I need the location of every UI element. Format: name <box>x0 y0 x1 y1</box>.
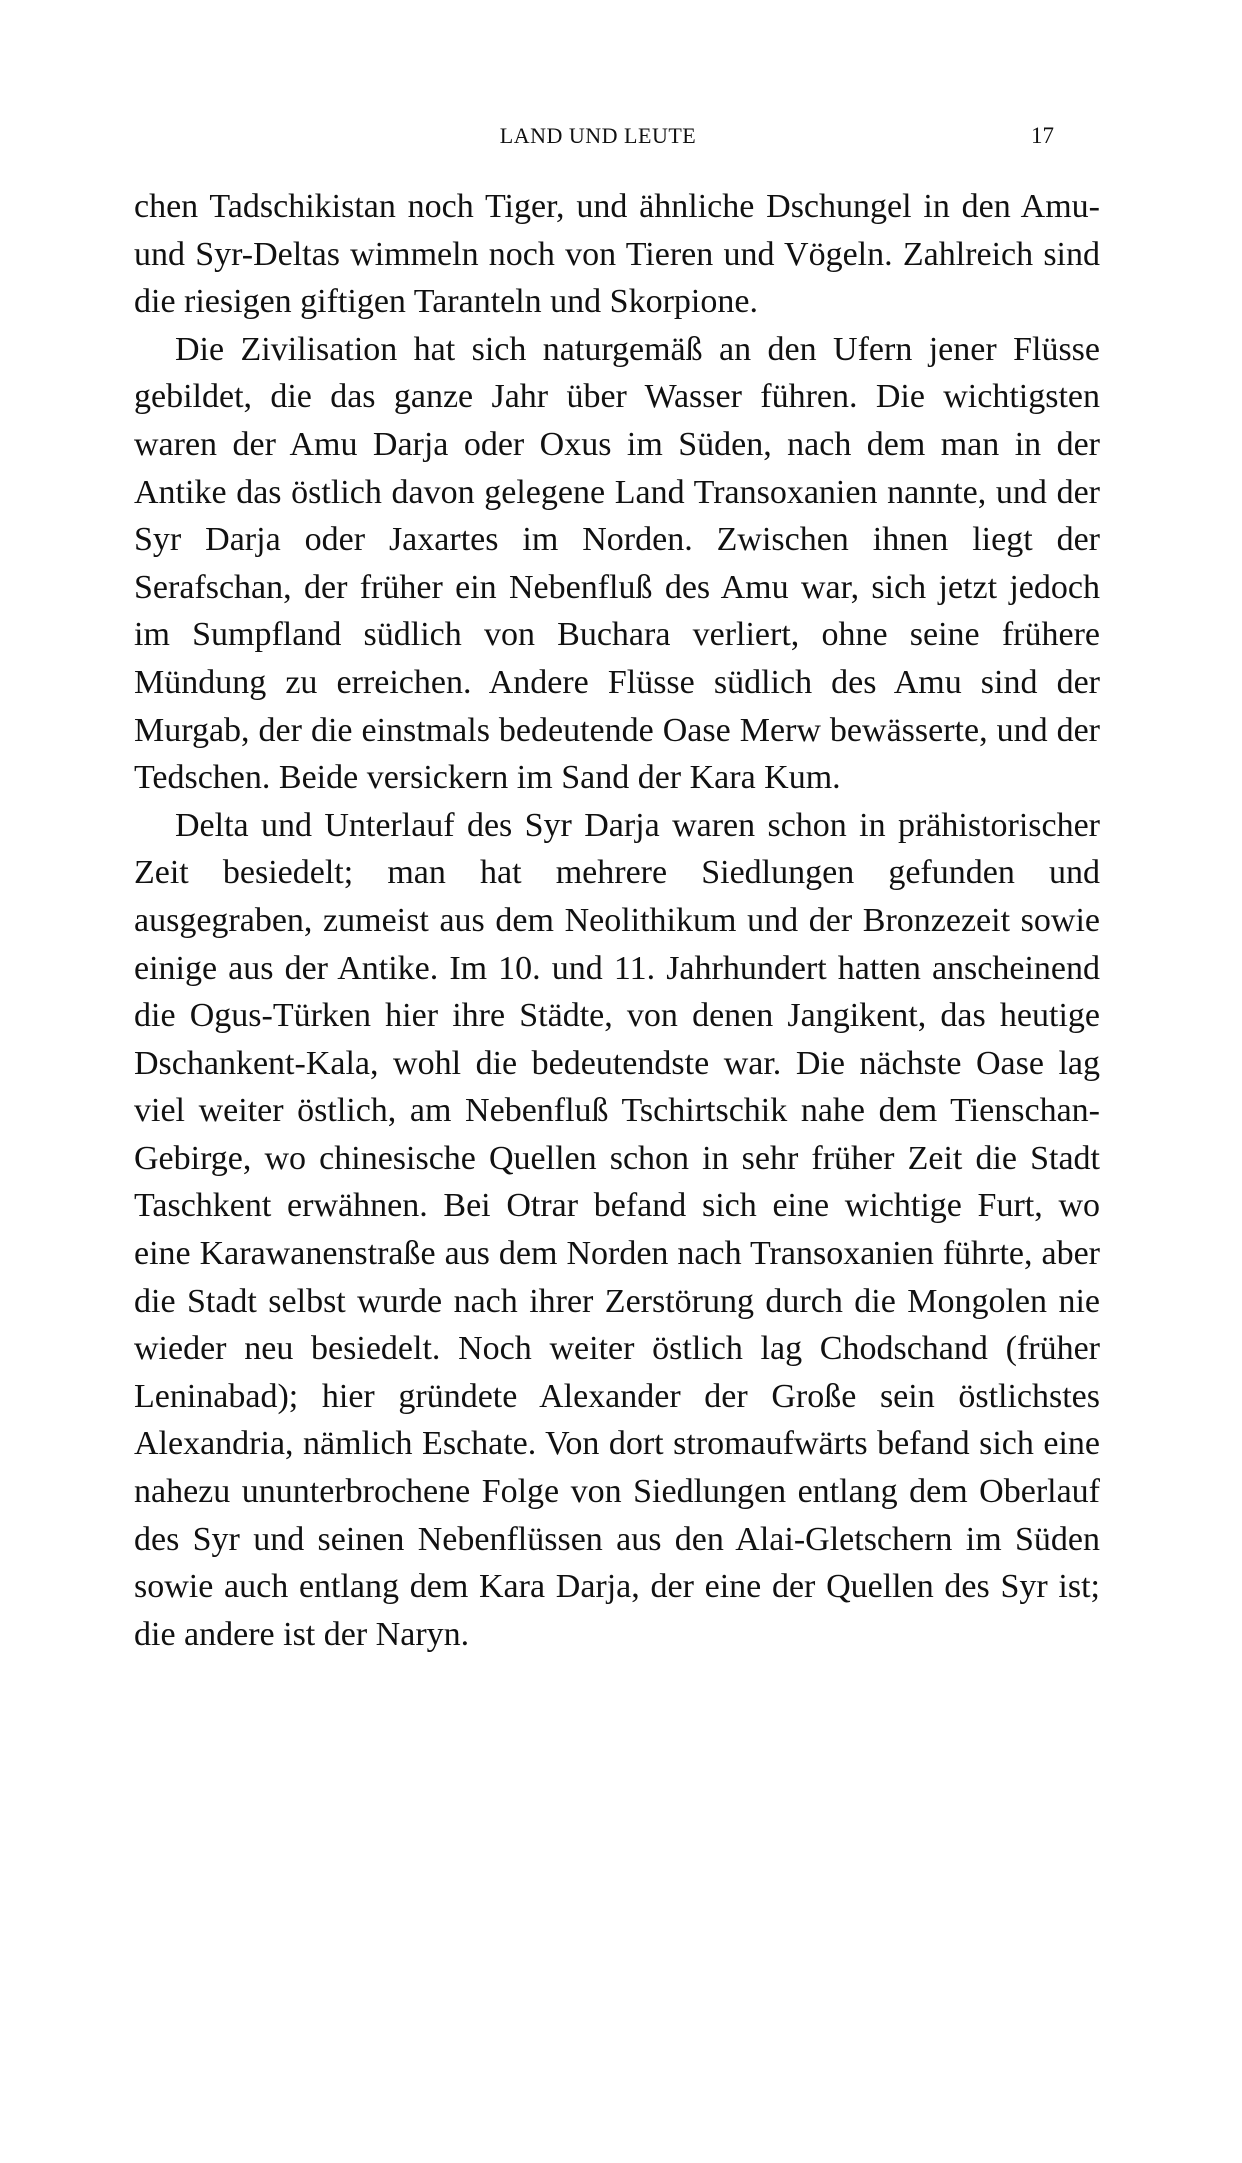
paragraph-syr-darja: Delta und Unterlauf des Syr Darja waren schon in prähistorischer Zeit besiedelt; man hat mehrere Siedlungen gefunden und ausgegraben, zumeist aus dem Neolithikum und der Bronzezeit sowie einige aus der Antike. Im 10. und 11. Jahrhundert hatten anscheinend die Ogus-Türken hier ihre Städte, von denen Jangikent, das heutige Dschankent-Kala, wohl die bedeutendste war. Die nächste Oase lag viel weiter östlich, am Nebenfluß Tschirtschik nahe dem Tienschan-Gebirge, wo chinesische Quellen schon in sehr früher Zeit die Stadt Taschkent erwähnen. Bei Otrar befand sich eine wichtige Furt, wo eine Karawanenstraße aus dem Norden nach Transoxanien führte, aber die Stadt selbst wurde nach ihrer Zerstörung durch die Mongolen nie wieder neu besiedelt. Noch weiter östlich lag Chodschand (früher Leninabad); hier gründete Alexander der Große sein östlichstes Alexandria, nämlich Eschate. Von dort stromaufwärts befand sich eine nahezu ununterbrochene Folge von Siedlungen entlang dem Oberlauf des Syr und seinen Nebenflüssen aus den Alai-Gletschern im Süden sowie auch entlang dem Kara Darja, der eine der Quellen des Syr ist; die andere ist der Naryn. <box>134 806 1100 1653</box>
page-number: 17 <box>1031 123 1054 148</box>
body-text <box>134 183 1100 1658</box>
running-head <box>134 121 1062 151</box>
paragraph-rivers: Die Zivilisation hat sich naturgemäß an den Ufern jener Flüsse gebildet, die das ganze Jahr über Wasser führen. Die wichtigsten waren der Amu Darja oder Oxus im Süden, nach dem man in der Antike das östlich davon gelegene Land Transoxanien nannte, und der Syr Darja oder Jaxartes im Norden. Zwischen ihnen liegt der Serafschan, der früher ein Nebenfluß des Amu war, sich jetzt jedoch im Sumpfland südlich von Buchara verliert, ohne seine frühere Mündung zu erreichen. Andere Flüsse südlich des Amu sind der Murgab, der die einstmals bedeutende Oase Merw bewässerte, und der Tedschen. Beide versickern im Sand der Kara Kum. <box>134 330 1100 797</box>
running-title: LAND UND LEUTE <box>499 123 697 148</box>
paragraph-continued: chen Tadschikistan noch Tiger, und ähnliche Dschungel in den Amu- und Syr-Deltas wimmeln noch von Tieren und Vögeln. Zahlreich sind die riesigen giftigen Taranteln und Skorpione. <box>134 188 1100 321</box>
